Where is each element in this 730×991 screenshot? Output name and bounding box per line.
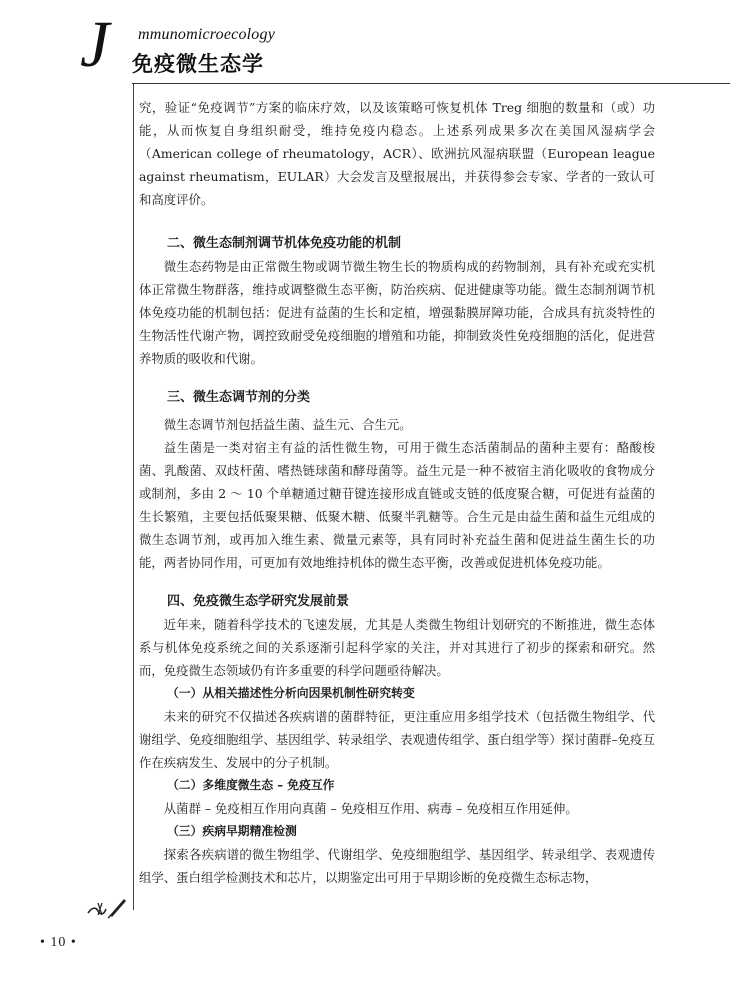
logo-letter: J xyxy=(80,8,110,81)
subsection-3-paragraph: 探索各疾病谱的微生物组学、代谢组学、免疫细胞组学、基因组学、转录组学、表观遗传组学、蛋白组学检测技术和芯片，以期鉴定出可用于早期诊断的免疫微生态标志物， xyxy=(139,847,655,885)
subsection-1-paragraph: 未来的研究不仅描述各疾病谱的菌群特征，更注重应用多组学技术（包括微生物组学、代谢组学、免疫细胞组学、基因组学、转录组学、表观遗传组学、蛋白组学等）探讨菌群–免疫互作在疾病发生、发展中的分子机制。 xyxy=(139,709,655,770)
logo-chinese-title: 免疫微生态学 xyxy=(132,52,264,76)
section-3-paragraph-1: 微生态调节剂包括益生菌、益生元、合生元。 xyxy=(163,417,412,432)
subsection-2-paragraph: 从菌群 – 免疫相互作用向真菌 – 免疫相互作用、病毒 – 免疫相互作用延伸。 xyxy=(163,801,578,816)
subsection-1-heading: （一）从相关描述性分析向因果机制性研究转变 xyxy=(167,686,415,700)
body-text xyxy=(139,96,655,889)
section-4-heading: 四、免疫微生态学研究发展前景 xyxy=(167,594,350,609)
subsection-3-heading: （三）疾病早期精准检测 xyxy=(167,824,297,838)
margin-rule xyxy=(133,84,134,910)
section-3-heading: 三、微生态调节剂的分类 xyxy=(167,390,311,405)
intro-paragraph: 究，验证“免疫调节”方案的临床疗效，以及该策略可恢复机体 Treg 细胞的数量和（或）功能，从而恢复自身组织耐受，维持免疫内稳态。上述系列成果多次在美国风湿病学会（American college of rheumatology，ACR）、欧洲抗风湿病联盟（European league against rheumatism，EULAR）大会发言及壁报展出，并获得参会专家、学者的一致认可和高度评价。 xyxy=(139,100,655,207)
header-rule xyxy=(132,83,730,84)
subsection-2-heading: （二）多维度微生态 – 免疫互作 xyxy=(167,778,335,792)
section-2-paragraph: 微生态药物是由正常微生物或调节微生物生长的物质构成的药物制剂，具有补充或充实机体正常微生物群落，维持或调整微生态平衡，防治疾病、促进健康等功能。微生态制剂调节机体免疫功能的机制包括：促进有益菌的生长和定植，增强黏膜屏障功能，合成具有抗炎特性的生物活性代谢产物，调控致耐受免疫细胞的增殖和功能，抑制致炎性免疫细胞的活化，促进营养物质的吸收和代谢。 xyxy=(139,259,655,366)
page-header xyxy=(0,0,730,90)
page-number: • 10 • xyxy=(40,935,77,950)
logo-english-title: mmunomicroecology xyxy=(138,26,275,43)
section-3-paragraph-2: 益生菌是一类对宿主有益的活性微生物，可用于微生态活菌制品的菌种主要有：酪酸梭菌、乳酸菌、双歧杆菌、嗜热链球菌和酵母菌等。益生元是一种不被宿主消化吸收的食物成分或制剂，多由 2 ～ 10 个单糖通过糖苷键连接形成直链或支链的低度聚合糖，可促进有益菌的生长繁殖，主要包括低聚果糖、低聚木糖、低聚半乳糖等。合生元是由益生菌和益生元组成的微生态调节剂，或再加入维生素、微量元素等，具有同时补充益生菌和促进益生菌生长的功能，两者协同作用，可更加有效地维持机体的微生态平衡，改善或促进机体免疫功能。 xyxy=(139,440,655,570)
pen-note-icon xyxy=(84,895,128,921)
section-4-paragraph: 近年来，随着科学技术的飞速发展，尤其是人类微生物组计划研究的不断推进，微生态体系与机体免疫系统之间的关系逐渐引起科学家的关注，并对其进行了初步的探索和研究。然而，免疫微生态领域仍有许多重要的科学问题亟待解决。 xyxy=(139,617,655,678)
section-2-heading: 二、微生态制剂调节机体免疫功能的机制 xyxy=(167,236,402,251)
